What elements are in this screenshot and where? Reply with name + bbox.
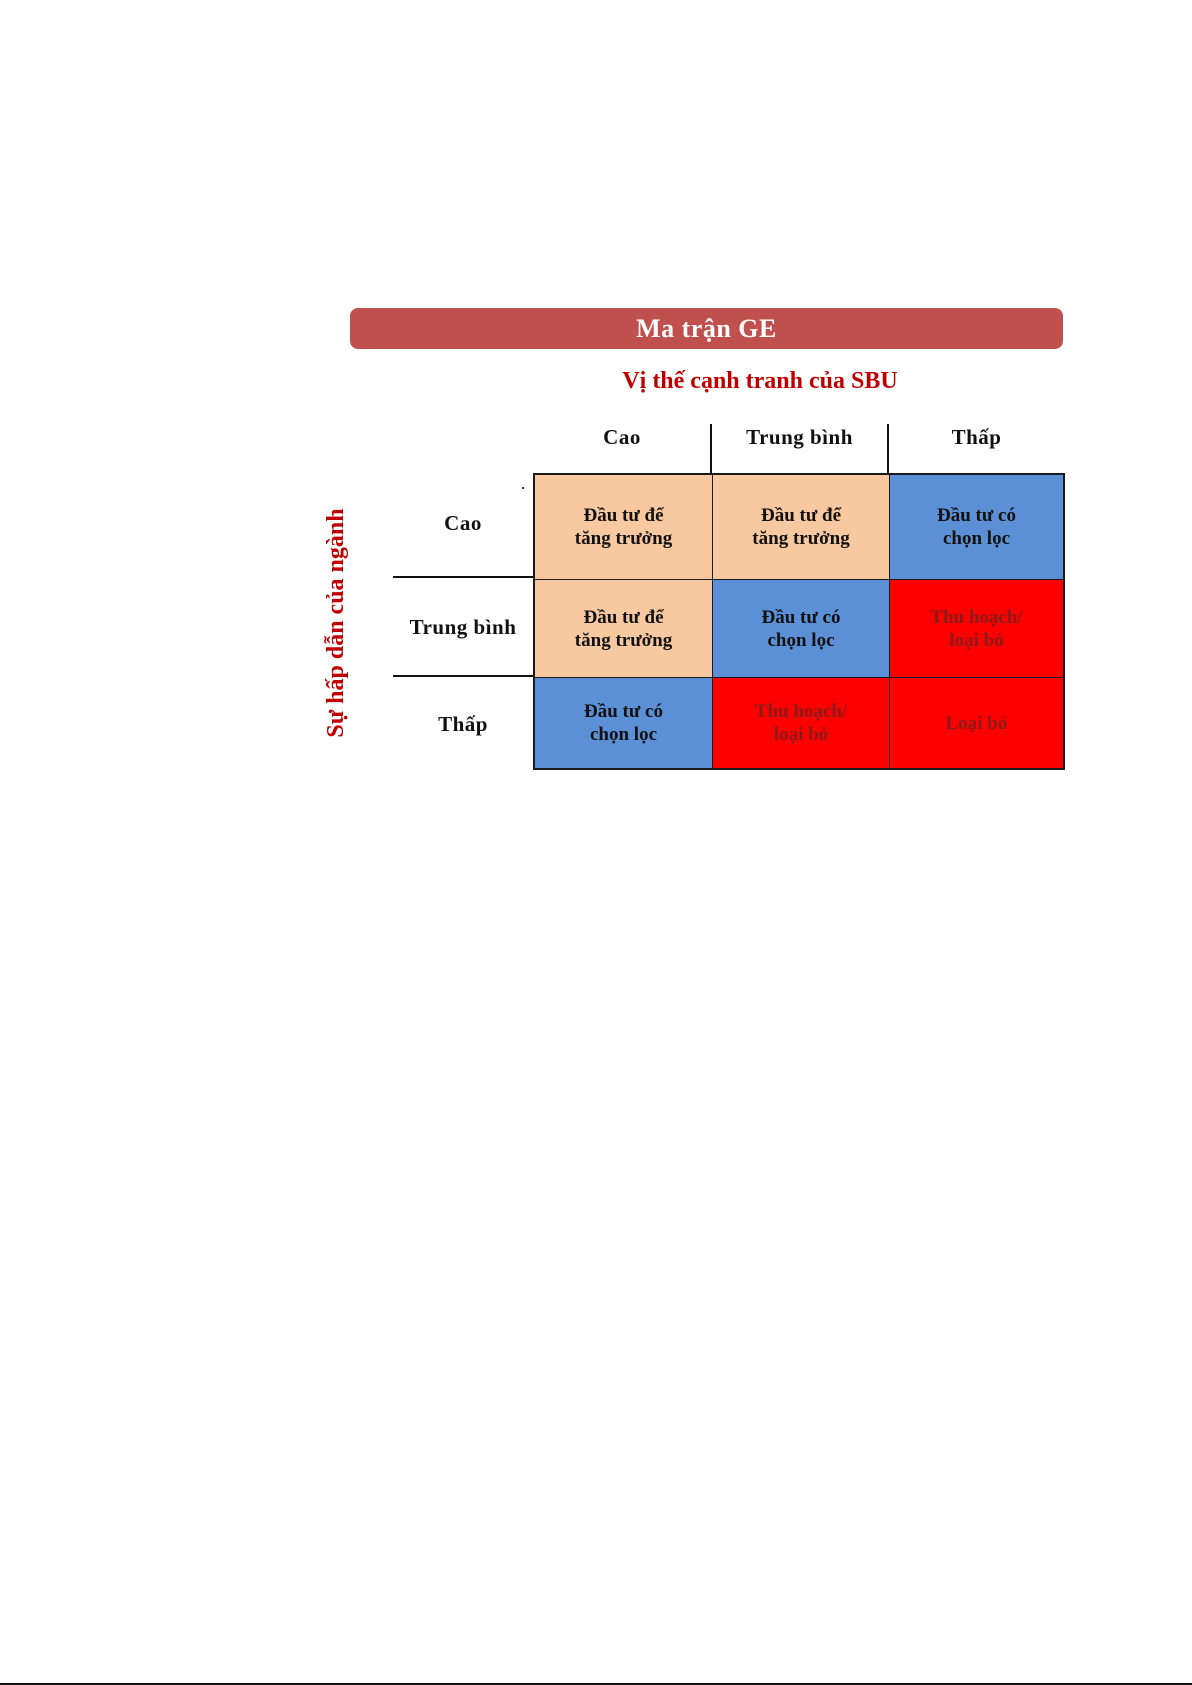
row-header-high: Cao [444,511,482,535]
row-divider [393,576,533,578]
y-axis-title: Sự hấp dẫn của ngành [323,508,349,738]
col-header-low: Thấp [951,425,1002,449]
matrix-title: Ma trận GE [636,313,777,343]
matrix-cell: Đầu tư để tăng trưởng [535,475,713,580]
col-header-medium: Trung bình [746,425,853,449]
matrix-title-bar [350,308,1063,349]
matrix-cell: Đầu tư có chọn lọc [890,475,1063,580]
matrix-cell: Đầu tư để tăng trưởng [713,475,890,580]
col-divider [710,424,712,474]
matrix-cell: Loại bỏ [890,678,1063,768]
row-header-medium: Trung bình [409,615,517,639]
col-divider [887,424,889,474]
matrix-cell: Đầu tư có chọn lọc [535,678,713,768]
matrix-cell: Đầu tư để tăng trưởng [535,580,713,678]
row-divider [393,675,533,677]
matrix-cell: Thu hoạch/ loại bỏ [713,678,890,768]
matrix-cell: Đầu tư có chọn lọc [713,580,890,678]
stray-dot [522,487,524,489]
x-axis-title: Vị thế cạnh tranh của SBU [622,368,898,394]
ge-matrix-grid [533,473,1065,770]
col-header-high: Cao [603,425,641,449]
matrix-cell: Thu hoạch/ loại bỏ [890,580,1063,678]
row-header-low: Thấp [438,712,488,736]
